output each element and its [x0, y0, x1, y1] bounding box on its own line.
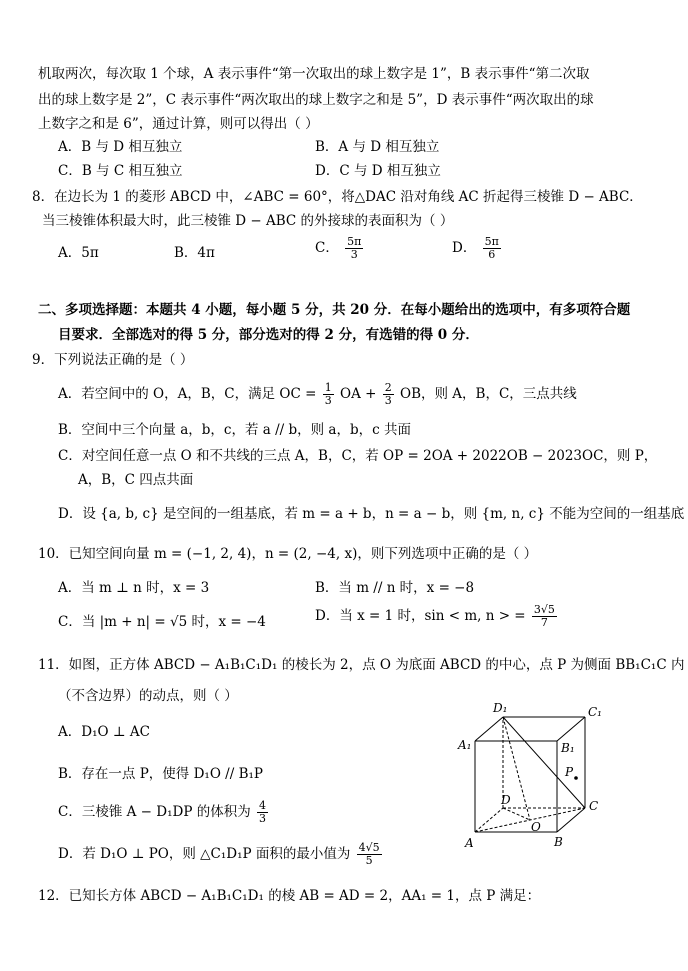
q11-option-d-fraction [357, 842, 382, 867]
q11-option-b: B．存在一点 P，使得 D₁O // B₁P [58, 766, 263, 782]
fraction-numerator: 5π [347, 235, 362, 248]
q9-stem: 9．下列说法正确的是（ ） [32, 352, 194, 368]
q7-line-2: 出的球上数字是 2”，C 表示事件“两次取出的球上数字之和是 5”，D 表示事件“两次取出的球 [38, 92, 594, 108]
point-P [574, 776, 578, 780]
q9-option-c-line-1: C．对空间任意一点 O 和不共线的三点 A，B，C，若 OP = 2OA + 2022OB − 2023OC，则 P， [58, 448, 658, 464]
q11-option-d [58, 842, 384, 867]
label-A: A [465, 836, 474, 850]
q8-option-d [452, 236, 503, 261]
q11-option-c [58, 800, 270, 825]
q12-line-1: 12．已知长方体 ABCD − A₁B₁C₁D₁ 的棱 AB = AD = 2，AA₁ = 1，点 P 满足： [38, 888, 541, 904]
q11-option-c-pre: C．三棱锥 A − D₁DP 的体积为 [58, 804, 251, 820]
q7-option-d: D．C 与 D 相互独立 [315, 163, 441, 179]
edge-B1-C1 [557, 717, 585, 741]
q7-option-c: C．B 与 C 相互独立 [58, 163, 183, 179]
q10-option-d-pre: D．当 x = 1 时，sin < m, n > = [315, 608, 526, 624]
q10-stem: 10．已知空间向量 m = (−1, 2, 4)，n = (2, −4, x)，则下列选项中正确的是（ ） [38, 546, 538, 562]
segment-D-O [503, 808, 530, 820]
q9-option-a-pre: A．若空间中的 O，A，B，C，满足 OC = [58, 386, 317, 402]
label-D: D [501, 793, 511, 807]
fraction-denominator: 3 [259, 812, 266, 825]
fraction-denominator: 7 [540, 616, 548, 629]
fraction-denominator: 6 [488, 248, 496, 261]
q7-line-1: 机取两次，每次取 1 个球，A 表示事件“第一次取出的球上数字是 1”，B 表示事件“第二次取 [38, 66, 590, 82]
q11-line-2: （不含边界）的动点，则（ ） [58, 688, 238, 704]
q9-option-a-post: OB，则 A，B，C，三点共线 [400, 386, 577, 402]
edge-B-C [557, 808, 585, 832]
q11-option-a: A．D₁O ⊥ AC [58, 724, 150, 740]
label-B1: B₁ [561, 741, 575, 755]
q8-option-c [315, 236, 365, 261]
q9-option-c-line-2: A，B，C 四点共面 [78, 472, 194, 488]
label-P: P [565, 765, 574, 779]
q9-option-a-mid: OA + [340, 386, 377, 402]
edge-A-D [475, 808, 503, 832]
q8-line-1: 8．在边长为 1 的菱形 ABCD 中，∠ABC = 60°，将△DAC 沿对角线 AC 折起得三棱锥 D − ABC． [32, 189, 643, 205]
q8-option-c-fraction [345, 236, 363, 261]
section-2-header-line-1: 二、多项选择题：本题共 4 小题，每小题 5 分，共 20 分．在每小题给出的选项中，有多项符合题 [38, 302, 631, 318]
label-O: O [531, 820, 541, 834]
label-A1: A₁ [458, 738, 472, 752]
fraction-numerator: 3√5 [533, 603, 555, 616]
q8-option-c-label: C． [315, 240, 339, 256]
fraction-numerator: 2 [384, 381, 392, 394]
label-D1: D₁ [493, 701, 508, 715]
q8-option-a: A．5π [58, 245, 99, 261]
cube-figure [455, 700, 615, 855]
fraction-numerator: 4√5 [358, 841, 380, 854]
q9-option-a-fraction-1 [323, 382, 334, 407]
edge-D1-A1 [475, 717, 503, 741]
q9-option-b: B．空间中三个向量 a，b，c，若 a // b，则 a，b，c 共面 [58, 422, 411, 438]
q10-option-a: A．当 m ⊥ n 时，x = 3 [58, 580, 210, 596]
section-2-header-line-2: 目要求．全部选对的得 5 分，部分选对的得 2 分，有选错的得 0 分． [58, 327, 479, 343]
q7-option-a: A．B 与 D 相互独立 [58, 139, 183, 155]
fraction-denominator: 3 [324, 394, 332, 407]
fraction-denominator: 3 [350, 248, 358, 261]
q8-line-2: 当三棱锥体积最大时，此三棱锥 D − ABC 的外接球的表面积为（ ） [42, 213, 454, 229]
q8-option-d-label: D． [452, 240, 477, 256]
q9-option-a [58, 382, 577, 407]
q7-option-b: B．A 与 D 相互独立 [315, 139, 440, 155]
q9-option-a-fraction-2 [383, 382, 394, 407]
fraction-numerator: 4 [259, 799, 266, 812]
fraction-numerator: 1 [324, 381, 332, 394]
label-B: B [554, 835, 563, 849]
q10-option-c: C．当 |m + n| = √5 时，x = −4 [58, 614, 266, 630]
label-C1: C₁ [588, 705, 602, 719]
q11-line-1: 11．如图，正方体 ABCD − A₁B₁C₁D₁ 的棱长为 2，点 O 为底面 ABCD 的中心，点 P 为侧面 BB₁C₁C 内 [38, 657, 685, 673]
fraction-denominator: 3 [384, 394, 392, 407]
q11-option-c-fraction [257, 800, 268, 825]
q11-option-d-pre: D．若 D₁O ⊥ PO，则 △C₁D₁P 面积的最小值为 [58, 846, 351, 862]
q10-option-b: B．当 m // n 时，x = −8 [315, 580, 475, 596]
q10-option-d-fraction [532, 604, 557, 629]
q8-option-d-fraction [483, 236, 501, 261]
q10-option-d [315, 604, 559, 629]
label-C: C [589, 799, 599, 813]
q9-option-d: D．设 {a, b, c} 是空间的一组基底，若 m = a + b，n = a − b，则 {m, n, c} 不能为空间的一组基底 [58, 506, 685, 522]
fraction-denominator: 5 [365, 854, 373, 867]
fraction-numerator: 5π [484, 235, 499, 248]
q8-option-b: B．4π [174, 245, 215, 261]
q7-line-3: 上数字之和是 6”，通过计算，则可以得出（ ） [38, 116, 319, 132]
